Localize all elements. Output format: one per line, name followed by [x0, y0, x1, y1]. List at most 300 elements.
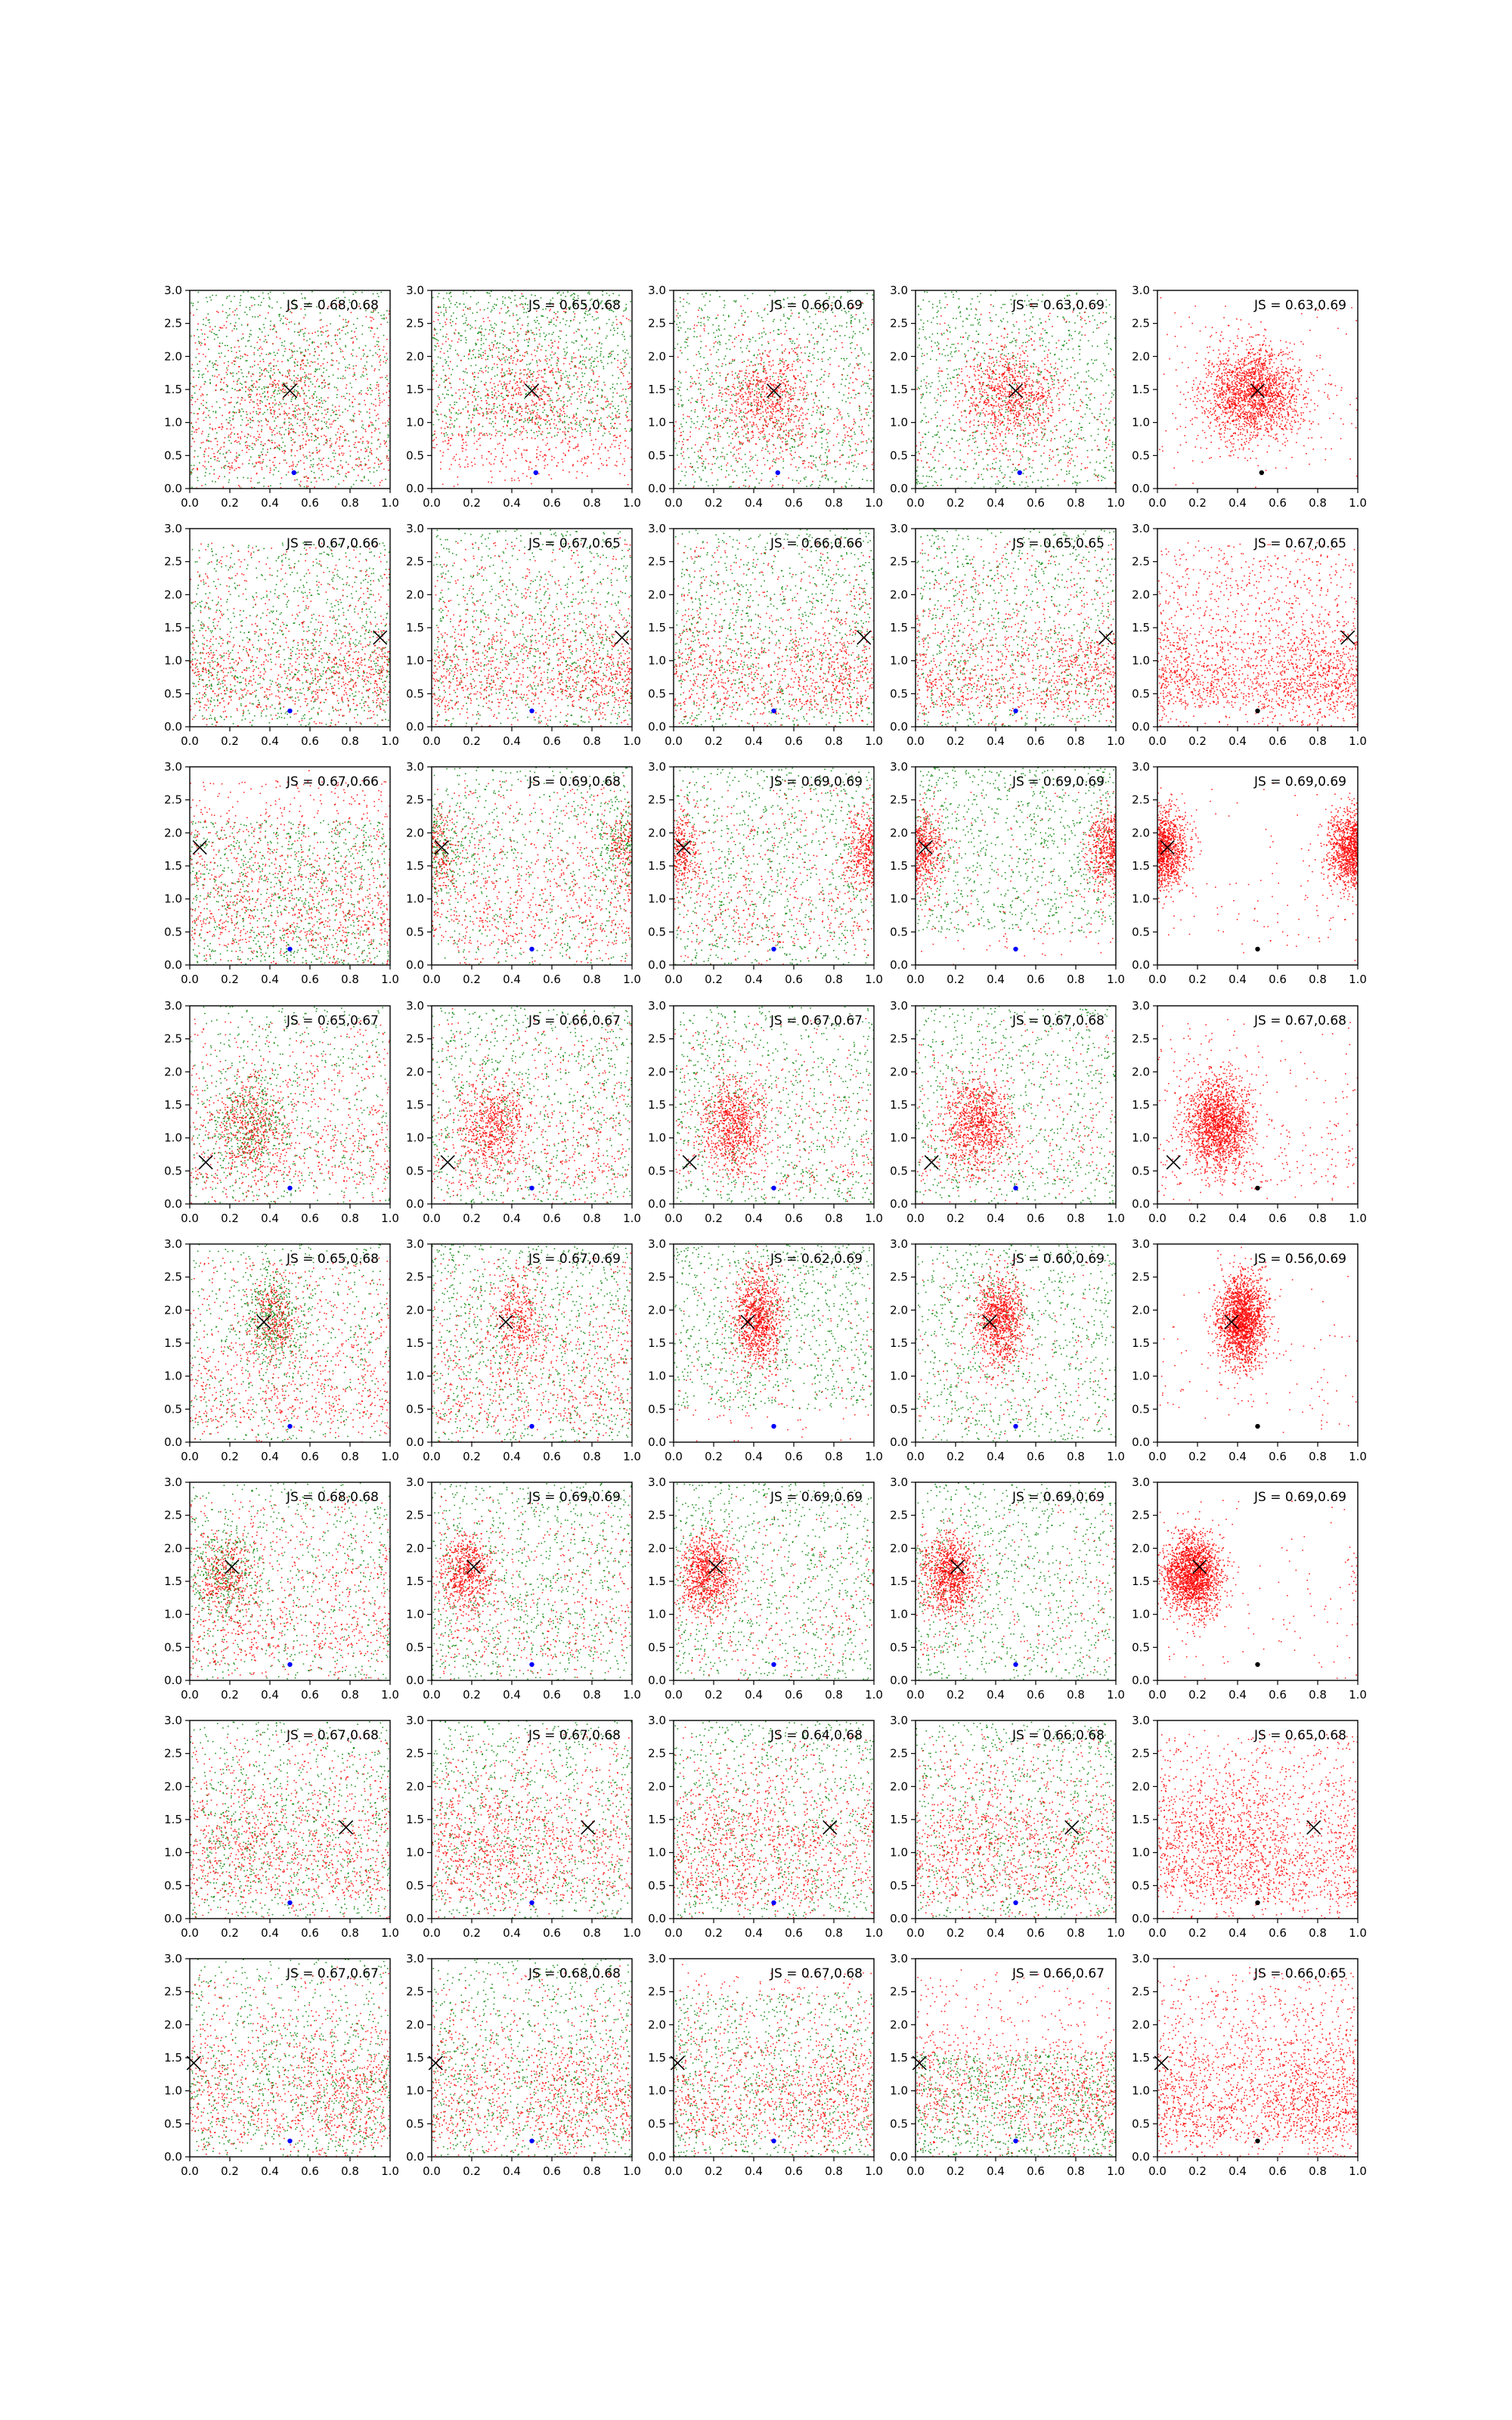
scatter-point-red — [283, 398, 284, 399]
scatter-point-green — [261, 420, 262, 422]
scatter-point-green — [815, 464, 816, 466]
scatter-point-green — [238, 390, 240, 392]
scatter-point-red — [525, 403, 527, 405]
scatter-point-green — [745, 295, 746, 296]
scatter-point-green — [378, 296, 380, 297]
scatter-point-red — [514, 479, 516, 481]
scatter-point-red — [627, 416, 628, 417]
scatter-point-green — [600, 351, 602, 352]
scatter-point-red — [263, 459, 265, 461]
scatter-point-red — [337, 389, 339, 391]
scatter-point-green — [359, 404, 361, 405]
scatter-point-red — [459, 464, 460, 466]
scatter-point-green — [474, 388, 476, 389]
scatter-point-green — [460, 413, 461, 414]
scatter-point-green — [587, 330, 588, 331]
scatter-point-green — [822, 476, 823, 478]
scatter-point-green — [579, 422, 581, 424]
scatter-point-red — [246, 441, 247, 442]
scatter-point-green — [693, 470, 695, 471]
scatter-point-green — [506, 390, 507, 392]
scatter-point-green — [438, 357, 439, 358]
scatter-point-green — [388, 422, 389, 424]
scatter-point-green — [806, 398, 807, 399]
scatter-point-green — [726, 470, 727, 472]
scatter-point-red — [367, 443, 369, 445]
scatter-point-red — [320, 327, 321, 329]
scatter-point-green — [566, 352, 568, 353]
scatter-point-green — [240, 299, 242, 301]
scatter-point-red — [609, 431, 610, 433]
scatter-point-red — [265, 376, 266, 377]
scatter-point-red — [608, 450, 609, 451]
scatter-point-red — [490, 411, 491, 413]
scatter-point-red — [327, 397, 329, 399]
scatter-point-green — [208, 461, 209, 463]
scatter-point-green — [544, 336, 546, 337]
scatter-point-green — [591, 347, 593, 349]
scatter-point-green — [234, 406, 235, 408]
scatter-point-red — [438, 397, 440, 399]
scatter-point-green — [279, 316, 280, 318]
scatter-point-red — [291, 449, 293, 451]
scatter-point-green — [837, 408, 838, 409]
scatter-point-red — [557, 346, 559, 348]
scatter-point-red — [572, 393, 573, 395]
scatter-point-red — [615, 440, 617, 442]
scatter-point-green — [589, 293, 590, 295]
scatter-point-green — [260, 305, 262, 306]
scatter-point-green — [346, 476, 348, 478]
scatter-point-red — [589, 424, 590, 425]
scatter-point-green — [308, 362, 309, 364]
scatter-point-red — [247, 445, 249, 446]
scatter-point-red — [508, 349, 510, 351]
scatter-point-red — [297, 464, 299, 466]
scatter-point-green — [550, 347, 552, 349]
scatter-point-green — [763, 436, 764, 438]
scatter-point-green — [211, 331, 212, 333]
scatter-point-green — [214, 339, 215, 340]
scatter-point-green — [433, 424, 435, 426]
scatter-point-green — [863, 333, 864, 334]
scatter-point-red — [538, 446, 539, 448]
scatter-point-green — [364, 476, 365, 477]
scatter-point-green — [292, 357, 293, 358]
scatter-point-green — [683, 405, 684, 406]
scatter-point-red — [538, 377, 539, 379]
scatter-point-red — [579, 420, 581, 422]
scatter-point-red — [252, 366, 253, 368]
scatter-point-red — [505, 388, 507, 389]
scatter-point-red — [552, 402, 553, 403]
scatter-point-red — [239, 409, 240, 411]
scatter-point-red — [304, 424, 305, 426]
scatter-point-red — [513, 360, 514, 361]
scatter-point-green — [821, 471, 823, 473]
scatter-point-green — [816, 385, 818, 386]
scatter-point-green — [234, 310, 236, 312]
scatter-point-red — [514, 390, 516, 392]
scatter-point-green — [324, 358, 325, 360]
scatter-point-red — [577, 461, 578, 462]
scatter-point-red — [380, 361, 381, 363]
scatter-point-red — [217, 461, 218, 462]
scatter-point-red — [525, 390, 527, 392]
scatter-point-green — [253, 402, 255, 403]
scatter-point-red — [577, 471, 578, 473]
scatter-point-green — [228, 450, 230, 451]
scatter-point-red — [386, 360, 387, 361]
scatter-point-green — [843, 358, 844, 359]
scatter-point-red — [475, 327, 476, 329]
scatter-point-green — [600, 417, 602, 419]
scatter-point-red — [432, 447, 434, 448]
scatter-point-red — [327, 330, 329, 331]
scatter-point-green — [199, 408, 200, 410]
scatter-point-green — [441, 312, 442, 313]
scatter-point-red — [583, 417, 584, 418]
scatter-point-red — [263, 370, 265, 371]
scatter-point-red — [497, 385, 499, 386]
scatter-point-green — [686, 339, 687, 340]
scatter-point-red — [370, 452, 372, 454]
scatter-point-green — [612, 293, 614, 294]
scatter-point-green — [321, 334, 323, 336]
scatter-point-red — [573, 352, 575, 354]
scatter-point-red — [293, 464, 294, 465]
scatter-point-red — [536, 431, 538, 433]
scatter-point-green — [531, 387, 532, 389]
scatter-point-green — [687, 293, 689, 295]
scatter-point-green — [191, 368, 193, 369]
scatter-point-red — [366, 449, 367, 451]
scatter-point-green — [607, 405, 609, 407]
scatter-point-green — [544, 404, 545, 405]
scatter-point-green — [867, 383, 869, 385]
scatter-point-green — [247, 477, 249, 479]
scatter-point-red — [519, 304, 521, 306]
scatter-point-green — [319, 477, 321, 479]
scatter-point-green — [476, 392, 478, 393]
scatter-point-red — [544, 403, 545, 405]
scatter-point-red — [575, 437, 577, 439]
scatter-point-green — [618, 405, 619, 407]
scatter-point-red — [235, 440, 237, 442]
scatter-point-green — [796, 359, 798, 361]
scatter-point-green — [491, 355, 493, 356]
scatter-point-red — [609, 458, 610, 459]
scatter-point-green — [581, 424, 582, 425]
scatter-point-red — [374, 368, 376, 370]
scatter-point-red — [470, 387, 472, 389]
scatter-point-green — [856, 448, 857, 450]
scatter-point-red — [264, 368, 265, 370]
scatter-point-red — [521, 433, 522, 434]
scatter-point-green — [364, 353, 365, 355]
scatter-point-red — [299, 324, 300, 325]
scatter-point-green — [450, 293, 451, 294]
scatter-point-green — [737, 386, 739, 388]
scatter-point-red — [352, 337, 354, 339]
scatter-point-green — [325, 442, 327, 444]
scatter-point-green — [294, 380, 296, 382]
scatter-point-red — [594, 420, 596, 422]
scatter-point-red — [344, 430, 345, 432]
scatter-point-green — [680, 424, 682, 425]
scatter-point-red — [331, 443, 333, 445]
scatter-point-green — [590, 368, 591, 369]
scatter-point-red — [370, 467, 371, 469]
scatter-point-red — [359, 464, 361, 466]
scatter-point-red — [453, 408, 454, 409]
scatter-point-green — [237, 381, 238, 383]
scatter-point-green — [507, 422, 509, 424]
scatter-point-green — [335, 339, 336, 340]
scatter-point-green — [823, 347, 824, 349]
scatter-point-red — [625, 402, 627, 404]
scatter-point-green — [326, 426, 327, 427]
scatter-point-green — [618, 345, 619, 346]
scatter-point-green — [491, 309, 493, 311]
scatter-point-green — [203, 374, 205, 375]
scatter-point-red — [258, 405, 259, 407]
scatter-point-red — [293, 442, 295, 443]
scatter-point-green — [775, 462, 776, 464]
scatter-point-green — [748, 428, 749, 430]
scatter-point-red — [252, 385, 253, 386]
scatter-point-green — [788, 380, 789, 382]
scatter-point-green — [792, 343, 793, 344]
scatter-point-red — [588, 457, 590, 458]
scatter-point-green — [736, 475, 738, 476]
scatter-point-red — [193, 427, 194, 429]
scatter-point-green — [259, 296, 260, 297]
scatter-point-green — [365, 345, 367, 346]
scatter-point-green — [295, 411, 296, 412]
scatter-point-green — [483, 343, 485, 345]
scatter-point-green — [230, 420, 231, 422]
scatter-point-green — [433, 370, 435, 371]
scatter-point-red — [346, 384, 348, 386]
scatter-point-green — [351, 338, 352, 340]
scatter-point-green — [342, 327, 344, 328]
scatter-point-green — [454, 427, 455, 428]
scatter-point-red — [567, 443, 569, 445]
scatter-point-red — [350, 451, 352, 452]
scatter-point-green — [454, 304, 456, 306]
scatter-point-red — [355, 379, 357, 380]
scatter-point-green — [197, 364, 199, 365]
scatter-point-red — [562, 397, 564, 399]
scatter-point-green — [321, 407, 323, 408]
scatter-point-green — [345, 461, 347, 463]
scatter-point-green — [352, 432, 354, 433]
scatter-point-green — [353, 420, 355, 421]
scatter-point-red — [438, 319, 439, 321]
scatter-point-green — [861, 386, 863, 387]
scatter-point-red — [388, 460, 389, 461]
scatter-point-green — [791, 438, 792, 439]
scatter-point-green — [708, 427, 709, 429]
scatter-point-green — [254, 304, 256, 306]
scatter-point-red — [522, 306, 524, 308]
scatter-point-green — [243, 291, 244, 293]
scatter-point-green — [215, 481, 216, 482]
scatter-point-green — [528, 323, 529, 324]
scatter-point-red — [587, 476, 588, 477]
scatter-point-red — [380, 355, 381, 356]
scatter-point-red — [259, 400, 261, 402]
scatter-point-green — [447, 351, 448, 352]
scatter-point-green — [762, 448, 764, 449]
scatter-point-green — [512, 369, 513, 371]
scatter-point-red — [358, 411, 360, 412]
scatter-point-green — [330, 415, 332, 417]
scatter-point-green — [730, 408, 732, 410]
scatter-point-green — [349, 440, 350, 442]
scatter-point-green — [369, 417, 370, 418]
scatter-point-red — [625, 445, 627, 447]
scatter-point-green — [617, 327, 618, 329]
scatter-point-green — [782, 487, 784, 489]
scatter-point-red — [600, 458, 601, 460]
scatter-point-red — [234, 427, 235, 429]
scatter-point-green — [779, 452, 781, 454]
scatter-point-red — [474, 376, 476, 377]
scatter-point-green — [758, 355, 759, 356]
scatter-point-red — [590, 462, 592, 464]
scatter-point-red — [240, 355, 242, 357]
scatter-point-green — [755, 340, 757, 342]
scatter-point-green — [716, 365, 717, 367]
scatter-point-green — [680, 399, 682, 401]
scatter-point-red — [299, 448, 301, 450]
scatter-point-red — [318, 419, 320, 420]
scatter-point-red — [495, 392, 497, 394]
scatter-point-red — [201, 403, 203, 405]
scatter-point-green — [720, 375, 721, 377]
scatter-point-red — [324, 435, 325, 436]
scatter-point-red — [277, 445, 278, 447]
scatter-point-red — [522, 385, 524, 386]
scatter-point-green — [800, 367, 801, 368]
scatter-point-green — [705, 364, 707, 365]
scatter-point-green — [596, 350, 597, 352]
scatter-point-red — [280, 338, 281, 340]
scatter-point-red — [229, 467, 231, 468]
scatter-point-red — [330, 424, 331, 425]
scatter-point-red — [367, 394, 368, 396]
scatter-point-green — [535, 406, 537, 408]
scatter-point-green — [577, 399, 578, 400]
scatter-point-red — [277, 383, 278, 384]
scatter-point-red — [367, 356, 368, 358]
scatter-point-red — [284, 389, 286, 391]
scatter-point-green — [734, 401, 736, 402]
scatter-point-red — [497, 364, 498, 365]
scatter-point-green — [450, 420, 451, 421]
scatter-point-red — [599, 376, 600, 377]
scatter-point-green — [435, 338, 436, 340]
scatter-point-red — [526, 334, 528, 335]
scatter-point-red — [339, 415, 341, 417]
scatter-point-red — [196, 432, 197, 433]
scatter-point-green — [851, 342, 853, 343]
scatter-point-red — [376, 429, 377, 430]
scatter-point-green — [503, 334, 504, 335]
scatter-point-green — [783, 461, 785, 462]
scatter-point-red — [525, 408, 526, 409]
scatter-point-green — [741, 313, 742, 315]
scatter-point-green — [702, 470, 704, 471]
scatter-point-red — [319, 450, 321, 451]
scatter-point-red — [450, 427, 451, 429]
scatter-point-red — [199, 389, 200, 390]
scatter-point-red — [494, 464, 495, 465]
scatter-point-green — [458, 333, 460, 334]
scatter-point-green — [777, 334, 779, 335]
scatter-point-red — [592, 402, 593, 403]
scatter-point-green — [541, 396, 542, 397]
scatter-point-green — [304, 333, 305, 334]
scatter-point-green — [726, 405, 727, 406]
scatter-point-red — [519, 434, 521, 436]
scatter-point-red — [504, 479, 506, 481]
scatter-point-green — [290, 358, 291, 359]
scatter-point-red — [285, 376, 287, 377]
scatter-point-green — [742, 472, 744, 473]
scatter-point-red — [270, 362, 271, 364]
scatter-point-red — [527, 374, 528, 375]
scatter-point-green — [821, 443, 823, 445]
scatter-point-green — [860, 347, 862, 349]
scatter-point-red — [238, 485, 240, 486]
scatter-point-green — [378, 341, 380, 343]
scatter-point-red — [277, 369, 279, 371]
scatter-point-green — [851, 462, 853, 464]
scatter-point-green — [308, 435, 309, 436]
scatter-point-red — [480, 309, 482, 311]
scatter-point-red — [551, 370, 553, 371]
scatter-point-red — [289, 466, 290, 467]
scatter-point-green — [281, 342, 283, 343]
scatter-point-red — [247, 433, 249, 435]
scatter-point-green — [274, 372, 275, 374]
scatter-point-red — [239, 486, 240, 488]
scatter-point-green — [472, 354, 474, 355]
scatter-point-green — [807, 375, 808, 377]
scatter-point-green — [817, 470, 819, 471]
scatter-point-red — [340, 433, 342, 435]
scatter-point-green — [614, 330, 615, 331]
scatter-point-green — [694, 411, 696, 413]
scatter-point-red — [544, 386, 545, 388]
scatter-point-green — [818, 358, 820, 360]
scatter-point-green — [284, 386, 285, 387]
scatter-point-red — [562, 414, 563, 416]
scatter-point-red — [547, 400, 549, 402]
scatter-point-red — [289, 425, 290, 427]
scatter-point-red — [601, 444, 603, 445]
scatter-point-red — [340, 464, 342, 466]
scatter-point-green — [613, 418, 615, 420]
scatter-point-green — [742, 416, 743, 417]
scatter-point-green — [553, 332, 554, 334]
scatter-point-green — [733, 394, 734, 396]
scatter-point-red — [314, 376, 315, 377]
scatter-point-red — [324, 410, 326, 411]
